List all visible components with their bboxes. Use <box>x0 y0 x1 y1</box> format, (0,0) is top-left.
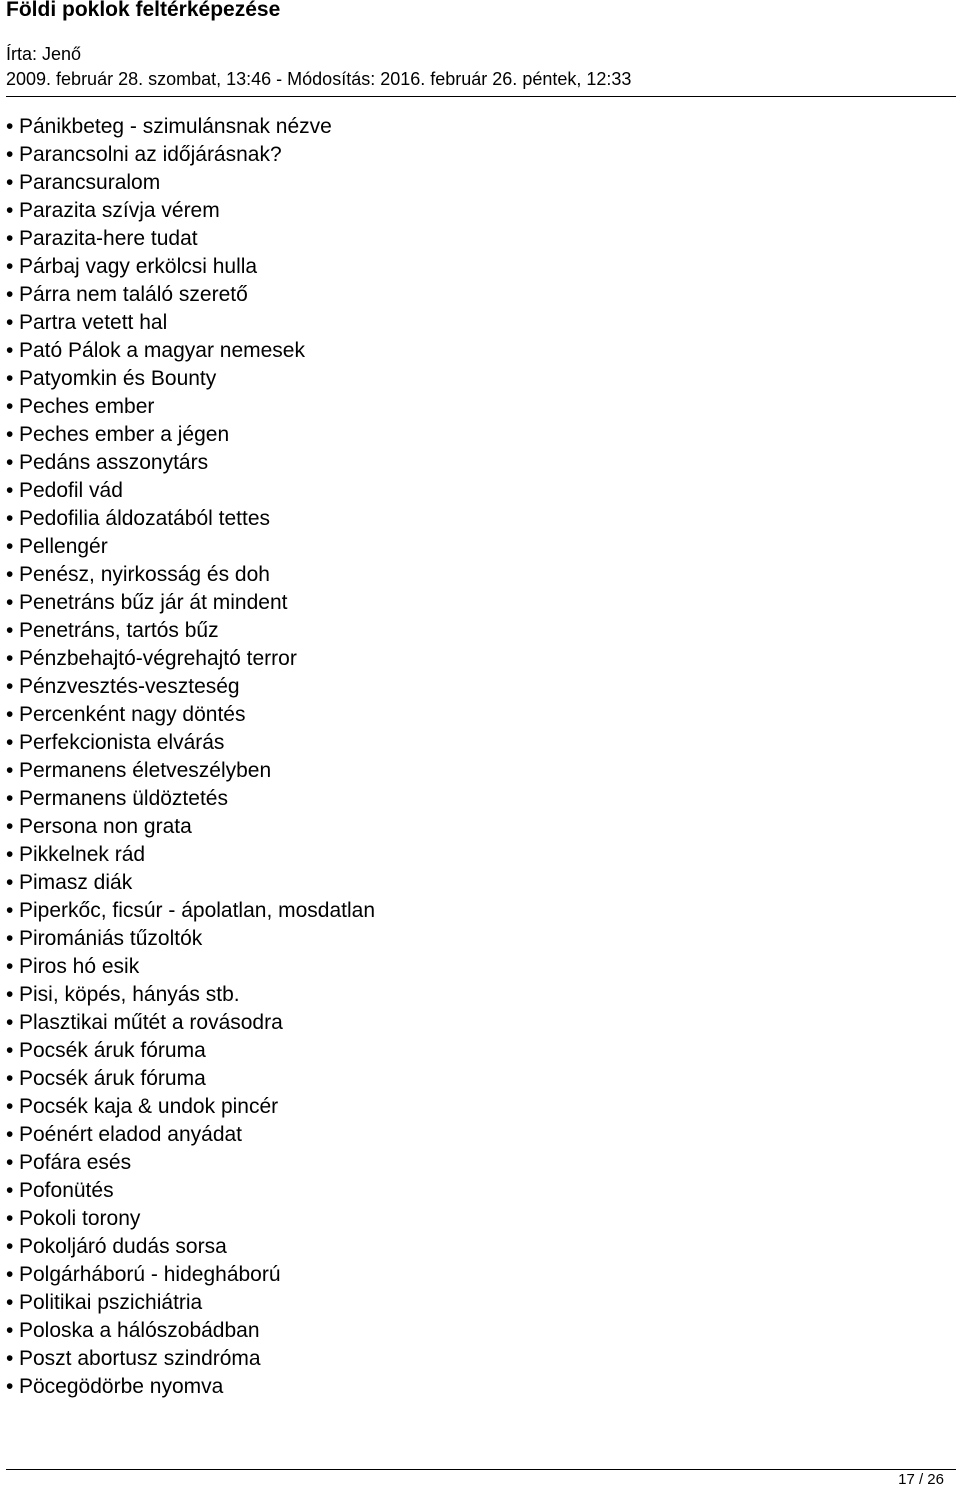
list-item <box>6 309 375 337</box>
list-item <box>6 421 375 449</box>
bullet-icon: • <box>6 955 14 978</box>
list-item <box>6 1009 375 1037</box>
list-item-label: Piromániás tűzoltók <box>19 927 203 950</box>
bullet-icon: • <box>6 1067 14 1090</box>
bullet-icon: • <box>6 1039 14 1062</box>
list-item-label: Permanens életveszélyben <box>19 759 272 782</box>
bullet-icon: • <box>6 1151 14 1174</box>
list-item <box>6 1121 375 1149</box>
list-item <box>6 1093 375 1121</box>
list-item <box>6 1205 375 1233</box>
list-item <box>6 505 375 533</box>
list-item <box>6 925 375 953</box>
list-item <box>6 1177 375 1205</box>
list-item-label: Pedofil vád <box>19 479 123 502</box>
bullet-icon: • <box>6 395 14 418</box>
list-item <box>6 953 375 981</box>
list-item <box>6 1149 375 1177</box>
list-item <box>6 673 375 701</box>
list-item-label: Párra nem találó szerető <box>19 283 248 306</box>
bullet-icon: • <box>6 339 14 362</box>
list-item <box>6 393 375 421</box>
list-item-label: Pellengér <box>19 535 108 558</box>
bullet-icon: • <box>6 591 14 614</box>
list-item-label: Parazita szívja vérem <box>19 199 220 222</box>
page-number: 17 / 26 <box>898 1471 944 1488</box>
bullet-icon: • <box>6 535 14 558</box>
list-item-label: Percenként nagy döntés <box>19 703 246 726</box>
bullet-icon: • <box>6 507 14 530</box>
bullet-icon: • <box>6 563 14 586</box>
list-item <box>6 225 375 253</box>
list-item-label: Plasztikai műtét a rovásodra <box>19 1011 283 1034</box>
bullet-icon: • <box>6 1291 14 1314</box>
list-item <box>6 561 375 589</box>
bullet-icon: • <box>6 1235 14 1258</box>
list-item-label: Pánikbeteg - szimulánsnak nézve <box>19 115 332 138</box>
bullet-icon: • <box>6 1207 14 1230</box>
list-item <box>6 197 375 225</box>
list-item <box>6 365 375 393</box>
list-item <box>6 589 375 617</box>
bullet-icon: • <box>6 843 14 866</box>
list-item-label: Patyomkin és Bounty <box>19 367 217 390</box>
list-item-label: Pató Pálok a magyar nemesek <box>19 339 305 362</box>
list-item-label: Pofára esés <box>19 1151 132 1174</box>
bullet-icon: • <box>6 451 14 474</box>
bullet-icon: • <box>6 143 14 166</box>
list-item <box>6 1261 375 1289</box>
bullet-icon: • <box>6 1011 14 1034</box>
document-title: Földi poklok feltérképezése <box>6 0 281 21</box>
list-item-label: Piperkőc, ficsúr - ápolatlan, mosdatlan <box>19 899 376 922</box>
bullet-icon: • <box>6 1095 14 1118</box>
header-divider <box>6 96 956 97</box>
bullet-icon: • <box>6 871 14 894</box>
list-item <box>6 1345 375 1373</box>
list-item <box>6 1065 375 1093</box>
bullet-icon: • <box>6 171 14 194</box>
list-item <box>6 1037 375 1065</box>
list-item-label: Penetráns, tartós bűz <box>19 619 219 642</box>
bullet-icon: • <box>6 899 14 922</box>
list-item <box>6 169 375 197</box>
list-item <box>6 477 375 505</box>
list-item-label: Penetráns bűz jár át mindent <box>19 591 288 614</box>
list-item <box>6 281 375 309</box>
bullet-icon: • <box>6 1319 14 1342</box>
list-item-label: Pedofilia áldozatából tettes <box>19 507 271 530</box>
bullet-icon: • <box>6 423 14 446</box>
bullet-icon: • <box>6 731 14 754</box>
list-item <box>6 1317 375 1345</box>
list-item <box>6 897 375 925</box>
list-item-label: Polgárháború - hidegháború <box>19 1263 281 1286</box>
list-item <box>6 533 375 561</box>
list-item-label: Parancsolni az időjárásnak? <box>19 143 282 166</box>
list-item <box>6 869 375 897</box>
list-item <box>6 841 375 869</box>
bullet-icon: • <box>6 619 14 642</box>
list-item <box>6 757 375 785</box>
bullet-icon: • <box>6 927 14 950</box>
bullet-icon: • <box>6 1375 14 1398</box>
list-item-label: Pedáns asszonytárs <box>19 451 209 474</box>
list-item-label: Penész, nyirkosság és doh <box>19 563 270 586</box>
list-item-label: Poszt abortusz szindróma <box>19 1347 261 1370</box>
list-item-label: Pimasz diák <box>19 871 133 894</box>
list-item <box>6 729 375 757</box>
bullet-icon: • <box>6 1263 14 1286</box>
topic-list <box>6 113 375 1401</box>
bullet-icon: • <box>6 255 14 278</box>
bullet-icon: • <box>6 1123 14 1146</box>
list-item-label: Partra vetett hal <box>19 311 168 334</box>
list-item <box>6 701 375 729</box>
bullet-icon: • <box>6 1179 14 1202</box>
bullet-icon: • <box>6 283 14 306</box>
list-item-label: Pofonütés <box>19 1179 114 1202</box>
list-item-label: Politikai pszichiátria <box>19 1291 203 1314</box>
bullet-icon: • <box>6 983 14 1006</box>
list-item-label: Poénért eladod anyádat <box>19 1123 243 1146</box>
bullet-icon: • <box>6 1347 14 1370</box>
list-item <box>6 1373 375 1401</box>
list-item <box>6 645 375 673</box>
bullet-icon: • <box>6 675 14 698</box>
list-item-label: Pénzbehajtó-végrehajtó terror <box>19 647 297 670</box>
list-item-label: Pokoli torony <box>19 1207 141 1230</box>
bullet-icon: • <box>6 647 14 670</box>
list-item-label: Pocsék áruk fóruma <box>19 1067 206 1090</box>
author-line: Írta: Jenő <box>6 44 82 64</box>
bullet-icon: • <box>6 311 14 334</box>
bullet-icon: • <box>6 759 14 782</box>
list-item <box>6 981 375 1009</box>
bullet-icon: • <box>6 703 14 726</box>
list-item-label: Pikkelnek rád <box>19 843 146 866</box>
list-item-label: Peches ember a jégen <box>19 423 230 446</box>
list-item-label: Parancsuralom <box>19 171 161 194</box>
list-item-label: Permanens üldöztetés <box>19 787 228 810</box>
list-item-label: Poloska a hálószobádban <box>19 1319 260 1342</box>
list-item-label: Pénzvesztés-veszteség <box>19 675 240 698</box>
list-item <box>6 113 375 141</box>
list-item-label: Persona non grata <box>19 815 192 838</box>
list-item-label: Piros hó esik <box>19 955 140 978</box>
bullet-icon: • <box>6 479 14 502</box>
list-item <box>6 785 375 813</box>
list-item-label: Parazita-here tudat <box>19 227 198 250</box>
bullet-icon: • <box>6 227 14 250</box>
date-line: 2009. február 28. szombat, 13:46 - Módosítás: 2016. február 26. péntek, 12:33 <box>6 69 632 89</box>
list-item-label: Pöcegödörbe nyomva <box>19 1375 224 1398</box>
list-item-label: Peches ember <box>19 395 155 418</box>
list-item-label: Perfekcionista elvárás <box>19 731 225 754</box>
bullet-icon: • <box>6 815 14 838</box>
bullet-icon: • <box>6 199 14 222</box>
list-item <box>6 1233 375 1261</box>
list-item <box>6 141 375 169</box>
list-item <box>6 337 375 365</box>
list-item-label: Pocsék áruk fóruma <box>19 1039 206 1062</box>
list-item-label: Párbaj vagy erkölcsi hulla <box>19 255 258 278</box>
list-item <box>6 253 375 281</box>
bullet-icon: • <box>6 367 14 390</box>
footer-divider <box>6 1469 956 1470</box>
list-item-label: Pokoljáró dudás sorsa <box>19 1235 227 1258</box>
list-item-label: Pocsék kaja & undok pincér <box>19 1095 279 1118</box>
list-item <box>6 449 375 477</box>
bullet-icon: • <box>6 115 14 138</box>
list-item <box>6 813 375 841</box>
list-item <box>6 1289 375 1317</box>
list-item <box>6 617 375 645</box>
bullet-icon: • <box>6 787 14 810</box>
list-item-label: Pisi, köpés, hányás stb. <box>19 983 240 1006</box>
